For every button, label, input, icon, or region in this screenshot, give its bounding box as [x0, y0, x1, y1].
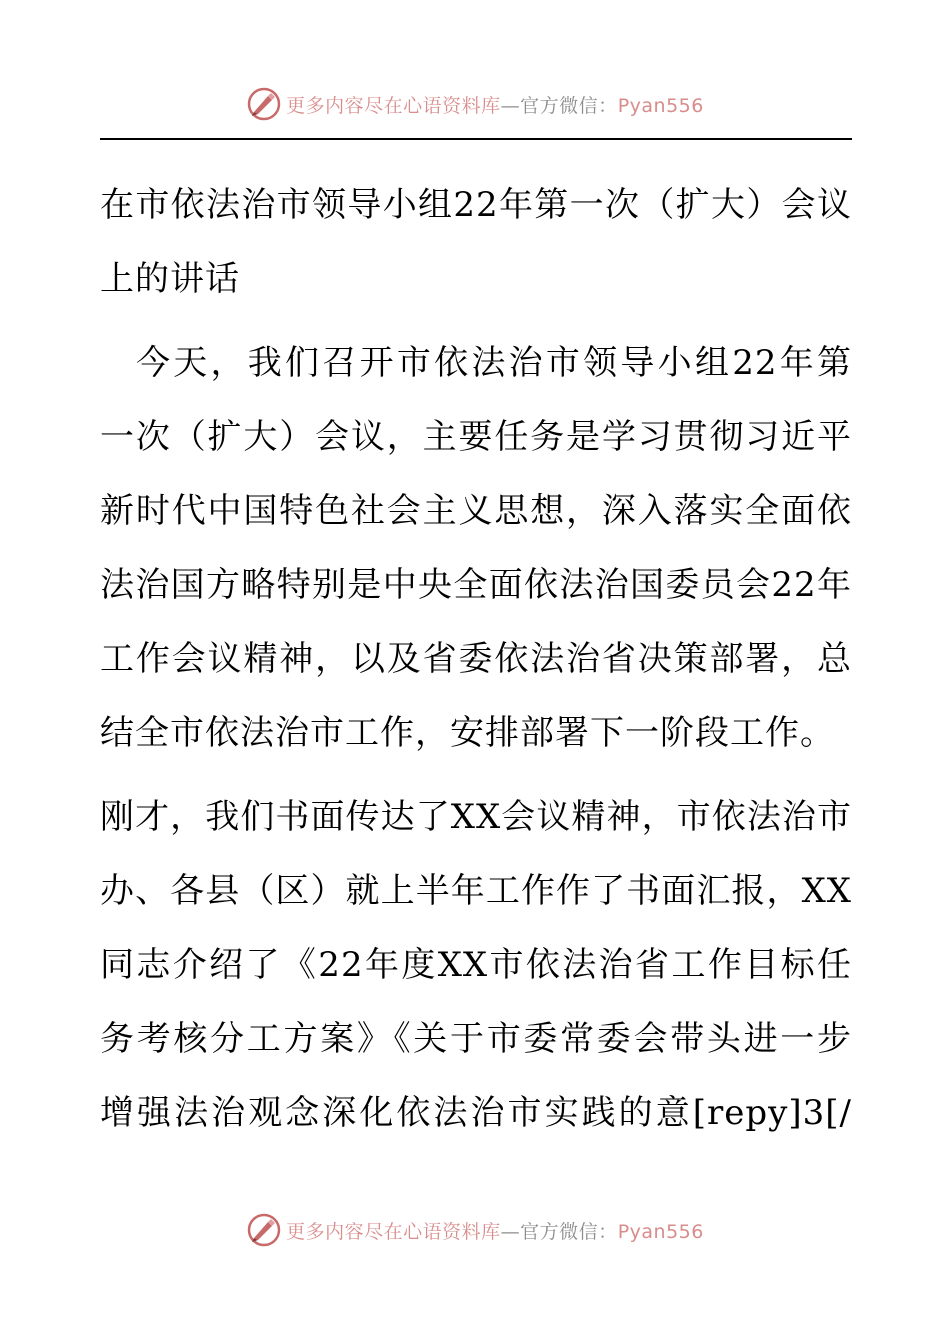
paragraph-line: 增强法治观念深化依法治市实践的意[repy]3[/ — [100, 1093, 852, 1133]
paragraph-line: 工作会议精神，以及省委依法治省决策部署，总 — [100, 639, 852, 679]
header-divider — [100, 138, 852, 140]
footer-watermark-banner — [0, 1210, 950, 1250]
footer-brand-text: 更多内容尽在心语资料库 — [286, 1220, 501, 1243]
footer-wechat-id: Pyan556 — [617, 1220, 704, 1243]
title-line: 上的讲话 — [100, 259, 240, 299]
paragraph-line: 同志介绍了《22年度XX市依法治省工作目标任 — [100, 945, 852, 985]
paragraph-line: 刚才，我们书面传达了XX会议精神，市依法治市 — [100, 797, 852, 837]
header-wechat-id: Pyan556 — [617, 94, 704, 117]
paragraph-line: 结全市依法治市工作，安排部署下一阶段工作。 — [100, 713, 835, 753]
pen-logo-icon — [246, 86, 282, 122]
title-line: 在市依法治市领导小组22年第一次（扩大）会议 — [100, 185, 852, 225]
paragraph-1 — [100, 326, 852, 770]
paragraph-line: 办、各县（区）就上半年工作作了书面汇报，XX — [100, 871, 852, 911]
header-brand-text: 更多内容尽在心语资料库 — [286, 94, 501, 117]
header-watermark-banner — [0, 84, 950, 124]
paragraph-line: 新时代中国特色社会主义思想，深入落实全面依 — [100, 491, 852, 531]
header-separator-text: —官方微信： — [500, 94, 618, 117]
paragraph-line: 一次（扩大）会议，主要任务是学习贯彻习近平 — [100, 417, 852, 457]
document-body — [100, 168, 852, 1150]
footer-separator-text: —官方微信： — [500, 1220, 618, 1243]
paragraph-line: 法治国方略特别是中央全面依法治国委员会22年 — [100, 565, 852, 605]
document-title — [100, 168, 852, 316]
pen-logo-icon — [246, 1212, 282, 1248]
paragraph-line: 今天，我们召开市依法治市领导小组22年第 — [136, 343, 852, 383]
paragraph-line: 务考核分工方案》《关于市委常委会带头进一步 — [100, 1019, 852, 1059]
paragraph-2 — [100, 780, 852, 1150]
